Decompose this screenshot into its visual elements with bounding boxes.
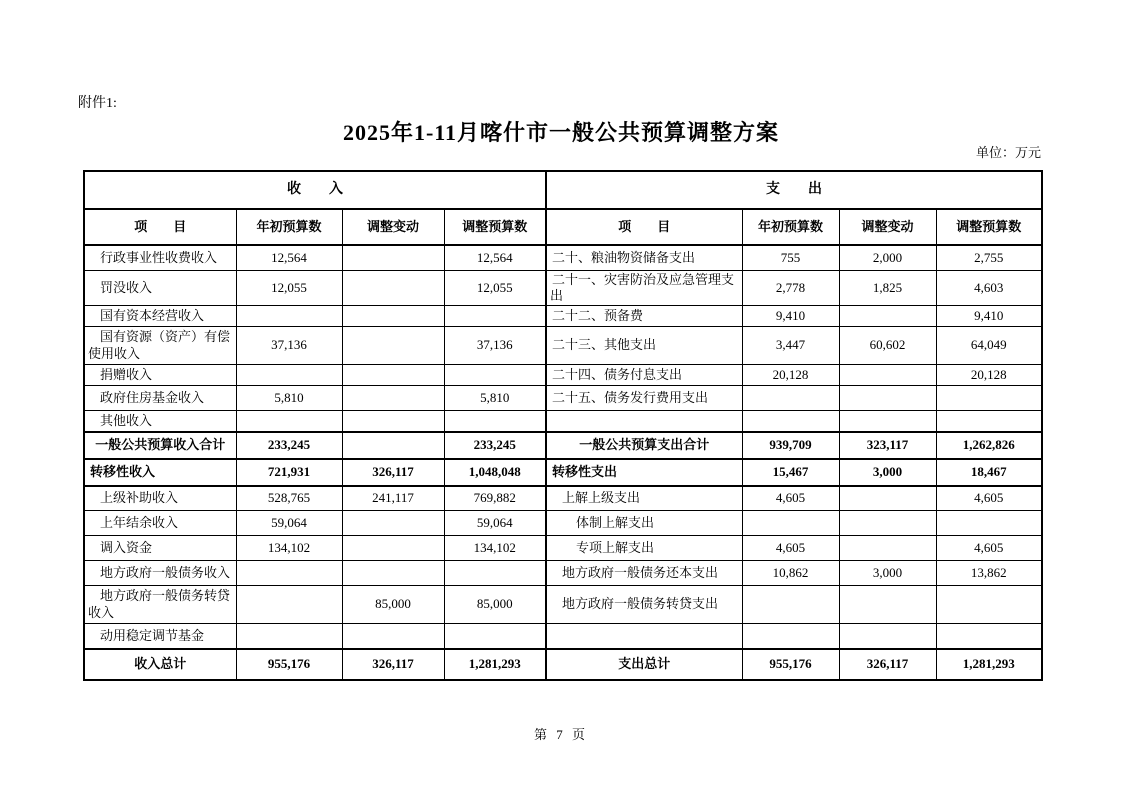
- income-adjusted-value: 85,000: [444, 586, 546, 624]
- expense-col-change: 调整变动: [839, 209, 936, 245]
- expense-change-value: 60,602: [839, 327, 936, 365]
- expense-change-value: 2,000: [839, 245, 936, 270]
- income-item-label: 动用稳定调节基金: [84, 624, 236, 649]
- income-adjusted-value: [444, 365, 546, 386]
- income-change-value: [342, 270, 444, 306]
- income-initial-value: 12,055: [236, 270, 342, 306]
- income-initial-value: [236, 365, 342, 386]
- page-number: 第 7 页: [533, 727, 588, 742]
- income-initial-value: 134,102: [236, 536, 342, 561]
- expense-adjusted-value: 64,049: [936, 327, 1042, 365]
- income-change-value: [342, 365, 444, 386]
- expense-adjusted-value: [936, 586, 1042, 624]
- unit-label: 单位：万元: [975, 145, 1041, 160]
- expense-initial-value: 3,447: [742, 327, 839, 365]
- income-adjusted-value: 1,048,048: [444, 459, 546, 486]
- expense-item-label: 二十三、其他支出: [546, 327, 742, 365]
- income-change-value: [342, 624, 444, 649]
- expense-initial-value: 939,709: [742, 432, 839, 459]
- income-initial-value: [236, 411, 342, 432]
- expense-change-value: [839, 386, 936, 411]
- grand-total-row: [84, 649, 1042, 680]
- income-col-change: 调整变动: [342, 209, 444, 245]
- table-row: [84, 586, 1042, 624]
- income-initial-value: 59,064: [236, 511, 342, 536]
- expense-change-value: [839, 511, 936, 536]
- expense-section-title: 支 出: [546, 171, 1042, 209]
- expense-col-adjusted: 调整预算数: [936, 209, 1042, 245]
- table-row: [84, 536, 1042, 561]
- income-adjusted-value: [444, 411, 546, 432]
- table-row: [84, 561, 1042, 586]
- expense-item-label: [546, 411, 742, 432]
- income-change-value: 85,000: [342, 586, 444, 624]
- expense-adjusted-value: 4,605: [936, 536, 1042, 561]
- expense-item-label: 二十五、债务发行费用支出: [546, 386, 742, 411]
- income-initial-value: [236, 586, 342, 624]
- expense-adjusted-value: 9,410: [936, 306, 1042, 327]
- expense-adjusted-value: 20,128: [936, 365, 1042, 386]
- expense-change-value: [839, 306, 936, 327]
- income-change-value: 326,117: [342, 649, 444, 680]
- expense-adjusted-value: 13,862: [936, 561, 1042, 586]
- column-header-row: [84, 209, 1042, 245]
- income-item-label: 捐赠收入: [84, 365, 236, 386]
- table-row: [84, 411, 1042, 432]
- income-col-initial: 年初预算数: [236, 209, 342, 245]
- income-col-adjusted: 调整预算数: [444, 209, 546, 245]
- income-initial-value: 37,136: [236, 327, 342, 365]
- income-adjusted-value: [444, 561, 546, 586]
- table-row: [84, 270, 1042, 306]
- income-adjusted-value: 1,281,293: [444, 649, 546, 680]
- income-change-value: [342, 536, 444, 561]
- income-change-value: [342, 386, 444, 411]
- expense-change-value: 1,825: [839, 270, 936, 306]
- table-row: [84, 386, 1042, 411]
- expense-initial-value: 955,176: [742, 649, 839, 680]
- income-change-value: 241,117: [342, 486, 444, 511]
- income-change-value: [342, 306, 444, 327]
- income-initial-value: 5,810: [236, 386, 342, 411]
- table-row: [84, 365, 1042, 386]
- income-change-value: [342, 327, 444, 365]
- expense-adjusted-value: [936, 386, 1042, 411]
- income-initial-value: [236, 624, 342, 649]
- expense-item-label: 二十、粮油物资储备支出: [546, 245, 742, 270]
- expense-item-label: 转移性支出: [546, 459, 742, 486]
- expense-initial-value: [742, 386, 839, 411]
- expense-change-value: [839, 536, 936, 561]
- expense-change-value: [839, 624, 936, 649]
- income-initial-value: 233,245: [236, 432, 342, 459]
- income-item-label: 国有资本经营收入: [84, 306, 236, 327]
- expense-adjusted-value: [936, 511, 1042, 536]
- expense-initial-value: [742, 624, 839, 649]
- expense-initial-value: 2,778: [742, 270, 839, 306]
- expense-change-value: 3,000: [839, 459, 936, 486]
- expense-initial-value: 15,467: [742, 459, 839, 486]
- expense-item-label: 二十四、债务付息支出: [546, 365, 742, 386]
- income-item-label: 调入资金: [84, 536, 236, 561]
- income-item-label: 收入总计: [84, 649, 236, 680]
- expense-initial-value: 4,605: [742, 536, 839, 561]
- income-section-title: 收 入: [84, 171, 546, 209]
- income-adjusted-value: 59,064: [444, 511, 546, 536]
- income-col-item: 项 目: [84, 209, 236, 245]
- expense-initial-value: 4,605: [742, 486, 839, 511]
- expense-initial-value: [742, 586, 839, 624]
- income-initial-value: 528,765: [236, 486, 342, 511]
- expense-item-label: 一般公共预算支出合计: [546, 432, 742, 459]
- expense-initial-value: 755: [742, 245, 839, 270]
- income-initial-value: 955,176: [236, 649, 342, 680]
- expense-initial-value: [742, 411, 839, 432]
- income-item-label: 地方政府一般债务转贷收入: [84, 586, 236, 624]
- expense-adjusted-value: 1,262,826: [936, 432, 1042, 459]
- expense-initial-value: [742, 511, 839, 536]
- income-initial-value: [236, 306, 342, 327]
- income-item-label: 地方政府一般债务收入: [84, 561, 236, 586]
- expense-adjusted-value: 4,605: [936, 486, 1042, 511]
- income-change-value: [342, 511, 444, 536]
- expense-item-label: 二十一、灾害防治及应急管理支出: [546, 270, 742, 306]
- income-adjusted-value: 134,102: [444, 536, 546, 561]
- expense-change-value: 323,117: [839, 432, 936, 459]
- income-item-label: 上级补助收入: [84, 486, 236, 511]
- expense-change-value: [839, 365, 936, 386]
- table-row: [84, 327, 1042, 365]
- income-adjusted-value: [444, 306, 546, 327]
- table-row: [84, 245, 1042, 270]
- table-row: [84, 624, 1042, 649]
- income-adjusted-value: 37,136: [444, 327, 546, 365]
- expense-change-value: 326,117: [839, 649, 936, 680]
- expense-change-value: [839, 411, 936, 432]
- expense-adjusted-value: 4,603: [936, 270, 1042, 306]
- income-change-value: [342, 245, 444, 270]
- expense-adjusted-value: [936, 411, 1042, 432]
- income-adjusted-value: 12,564: [444, 245, 546, 270]
- expense-item-label: 地方政府一般债务还本支出: [546, 561, 742, 586]
- table-row: [84, 306, 1042, 327]
- budget-table: [83, 170, 1043, 681]
- expense-item-label: [546, 624, 742, 649]
- income-initial-value: [236, 561, 342, 586]
- subtotal-row: [84, 432, 1042, 459]
- expense-change-value: 3,000: [839, 561, 936, 586]
- income-adjusted-value: 12,055: [444, 270, 546, 306]
- expense-col-item: 项 目: [546, 209, 742, 245]
- expense-initial-value: 10,862: [742, 561, 839, 586]
- income-initial-value: 721,931: [236, 459, 342, 486]
- income-initial-value: 12,564: [236, 245, 342, 270]
- expense-change-value: [839, 586, 936, 624]
- expense-item-label: 专项上解支出: [546, 536, 742, 561]
- expense-initial-value: 20,128: [742, 365, 839, 386]
- attachment-label: 附件1:: [78, 96, 117, 111]
- expense-adjusted-value: 2,755: [936, 245, 1042, 270]
- expense-item-label: 二十二、预备费: [546, 306, 742, 327]
- income-item-label: 国有资源（资产）有偿使用收入: [84, 327, 236, 365]
- income-change-value: [342, 432, 444, 459]
- income-item-label: 政府住房基金收入: [84, 386, 236, 411]
- expense-adjusted-value: [936, 624, 1042, 649]
- table-row: [84, 486, 1042, 511]
- transfer-row: [84, 459, 1042, 486]
- income-item-label: 上年结余收入: [84, 511, 236, 536]
- expense-item-label: 地方政府一般债务转贷支出: [546, 586, 742, 624]
- income-item-label: 其他收入: [84, 411, 236, 432]
- income-item-label: 一般公共预算收入合计: [84, 432, 236, 459]
- expense-col-initial: 年初预算数: [742, 209, 839, 245]
- income-item-label: 转移性收入: [84, 459, 236, 486]
- expense-item-label: 体制上解支出: [546, 511, 742, 536]
- expense-initial-value: 9,410: [742, 306, 839, 327]
- expense-adjusted-value: 1,281,293: [936, 649, 1042, 680]
- income-adjusted-value: 769,882: [444, 486, 546, 511]
- expense-item-label: 支出总计: [546, 649, 742, 680]
- table-row: [84, 511, 1042, 536]
- section-header-row: [84, 171, 1042, 209]
- income-item-label: 行政事业性收费收入: [84, 245, 236, 270]
- income-adjusted-value: 233,245: [444, 432, 546, 459]
- expense-adjusted-value: 18,467: [936, 459, 1042, 486]
- income-change-value: [342, 561, 444, 586]
- page-title: 2025年1-11月喀什市一般公共预算调整方案: [342, 120, 780, 145]
- income-adjusted-value: 5,810: [444, 386, 546, 411]
- expense-change-value: [839, 486, 936, 511]
- income-change-value: 326,117: [342, 459, 444, 486]
- expense-item-label: 上解上级支出: [546, 486, 742, 511]
- income-adjusted-value: [444, 624, 546, 649]
- income-item-label: 罚没收入: [84, 270, 236, 306]
- income-change-value: [342, 411, 444, 432]
